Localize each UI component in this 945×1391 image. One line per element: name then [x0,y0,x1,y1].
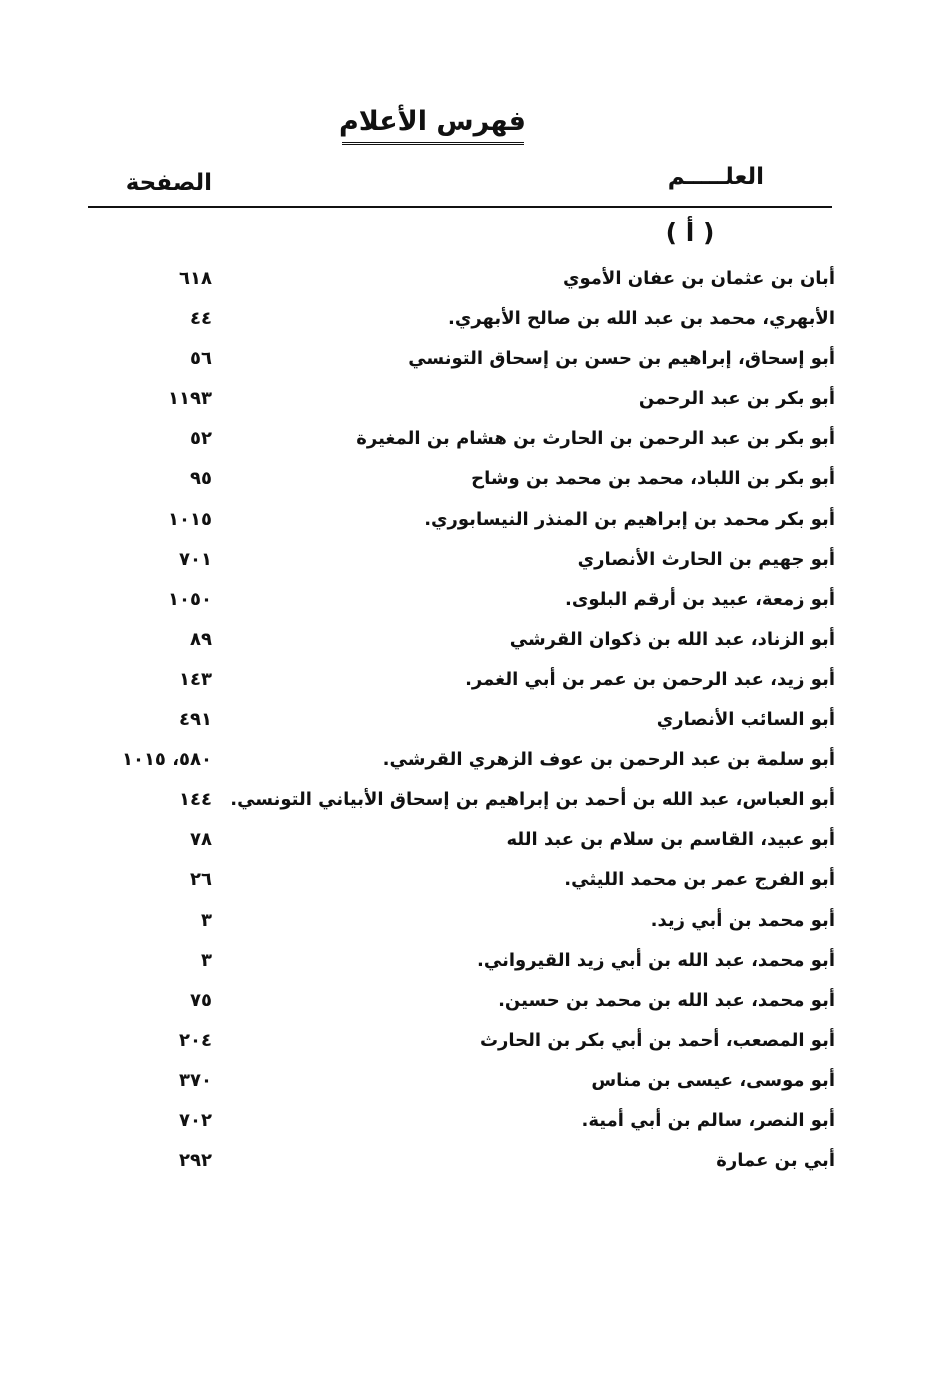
section-letter-heading: ( أ ) [665,218,715,247]
index-entry [80,1066,840,1106]
entry-page-number: ٤٩١ [179,709,212,731]
index-entry [80,665,840,705]
index-entry [80,625,840,665]
entry-page-number: ٥٦ [190,348,212,370]
index-entry [80,865,840,905]
entry-name: أبو بكر محمد بن إبراهيم بن المنذر النيسابوري. [424,508,835,530]
page-title: فهرس الأعلام [338,106,526,137]
entry-page-number: ١٤٣ [179,668,212,690]
entry-page-number: ٢٩٢ [179,1150,212,1172]
entry-page-number: ١١٩٣ [168,388,212,410]
entry-name: أبو العباس، عبد الله بن أحمد بن إبراهيم بن إسحاق الأبياني التونسي. [230,789,835,811]
entry-page-number: ١٠٥٠ [168,588,212,610]
entry-page-number: ٣٧٠ [179,1069,212,1091]
entry-name: أبو عبيد، القاسم بن سلام بن عبد الله [506,829,835,851]
entry-name: أبو محمد بن أبي زيد. [650,909,835,931]
entry-page-number: ٦١٨ [179,268,212,289]
index-entry [80,424,840,464]
index-entry [80,825,840,865]
index-entry [80,464,840,504]
entry-name: أبو بكر بن عبد الرحمن [638,388,835,410]
index-entry [80,1146,840,1186]
column-header-page: الصفحة [125,170,212,196]
title-underline [342,142,524,145]
index-entry [80,986,840,1026]
index-entry [80,304,840,344]
title-block [340,104,526,145]
entry-page-number: ٧٥ [190,989,212,1011]
entry-page-number: ٤٤ [190,308,212,330]
entry-name: أبو زمعة، عبيد بن أرقم البلوى. [565,588,835,610]
index-entry [80,264,840,304]
entry-name: أبو بكر بن عبد الرحمن بن الحارث بن هشام بن المغيرة [356,428,835,450]
index-entry [80,1026,840,1066]
index-entry [80,344,840,384]
index-entry [80,384,840,424]
entry-name: أبو المصعب، أحمد بن أبي بكر بن الحارث [479,1029,835,1051]
header-divider [88,206,832,208]
entry-name: أبو سلمة بن عبد الرحمن بن عوف الزهري القرشي. [382,749,835,771]
entry-name: أبو بكر بن اللباد، محمد بن محمد بن وشاح [471,468,835,490]
entry-name: أبان بن عثمان بن عفان الأموي [562,268,835,289]
index-entry [80,505,840,545]
entry-page-number: ٥٢ [190,428,212,450]
entry-name: الأبهري، محمد بن عبد الله بن صالح الأبهري. [448,308,835,330]
entry-name: أبو جهيم بن الحارث الأنصاري [577,548,835,570]
entry-name: أبو السائب الأنصاري [656,709,835,731]
index-entry [80,785,840,825]
entry-page-number: ٨٩ [190,628,212,650]
entry-name: أبو زيد، عبد الرحمن بن عمر بن أبي الغمر. [465,668,835,690]
entry-name: أبو محمد، عبد الله بن محمد بن حسين. [498,989,835,1011]
entry-page-number: ١٤٤ [179,789,212,811]
index-entry [80,585,840,625]
entry-name: أبو النصر، سالم بن أبي أمية. [581,1109,835,1131]
index-entry [80,745,840,785]
entry-page-number: ٢٠٤ [179,1029,212,1051]
index-entry [80,946,840,986]
entry-page-number: ٢٦ [190,869,212,891]
entry-name: أبو الفرج عمر بن محمد الليثي. [564,869,835,891]
entry-page-number: ٣ [201,909,212,931]
column-header-name: العلـــــم [667,164,764,190]
entry-page-number: ٧٠٢ [179,1109,212,1131]
entry-name: أبو إسحاق، إبراهيم بن حسن بن إسحاق التونسي [408,348,835,370]
entry-page-number: ٣ [201,949,212,971]
index-entry [80,705,840,745]
entry-name: أبو الزناد، عبد الله بن ذكوان القرشي [509,628,835,650]
index-entry [80,1106,840,1146]
entry-name: أبي بن عمارة [716,1150,835,1172]
index-entries-list [80,264,840,1186]
entry-page-number: ٩٥ [190,468,212,490]
entry-name: أبو موسى، عيسى بن مناس [591,1069,835,1091]
entry-page-number: ١٠١٥ [168,508,212,530]
entry-page-number: ٧٨ [190,829,212,851]
entry-page-number: ٥٨٠، ١٠١٥ [121,749,212,771]
index-entry [80,906,840,946]
index-entry [80,545,840,585]
entry-page-number: ٧٠١ [179,548,212,570]
entry-name: أبو محمد، عبد الله بن أبي زيد القيرواني. [477,949,835,971]
